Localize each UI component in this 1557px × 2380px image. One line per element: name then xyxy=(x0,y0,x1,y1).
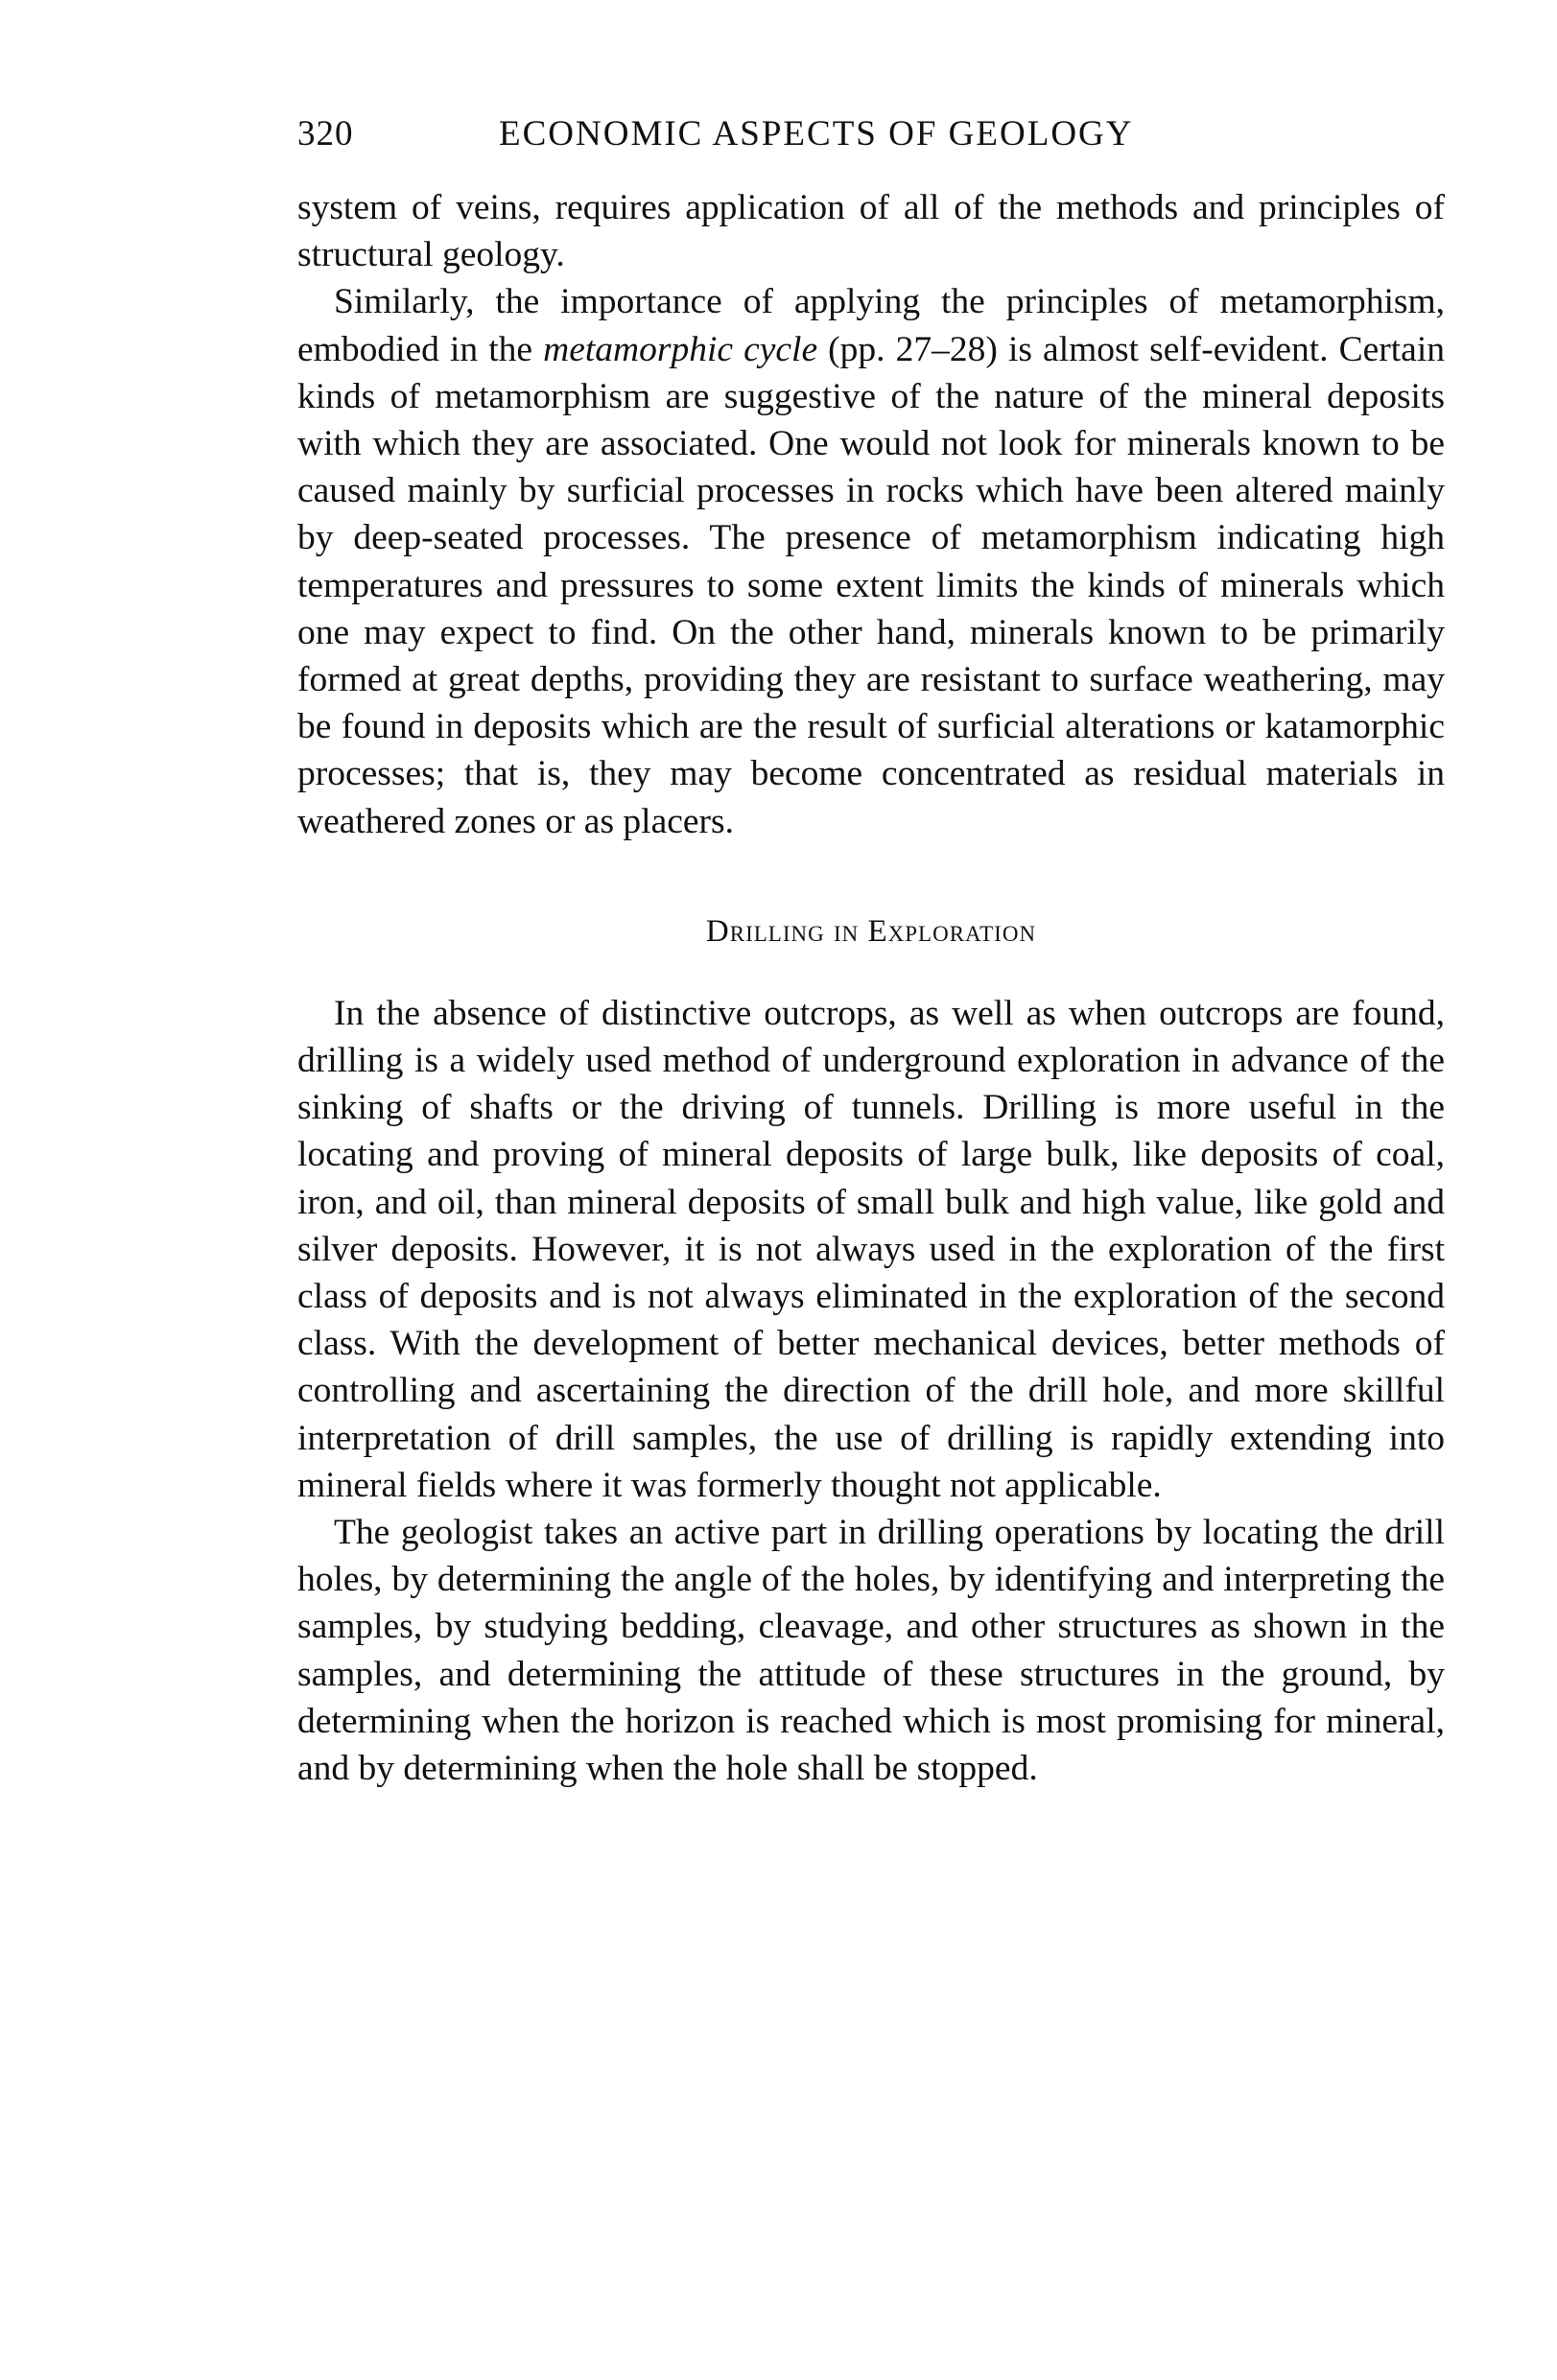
italic-term: metamorphic cycle xyxy=(543,329,818,369)
page-number: 320 xyxy=(297,114,354,153)
paragraph-drilling: In the absence of distinctive outcrops, as well as when outcrops are found, drilling is a widely used method of underground exploration in advance of the sinking of shafts or the driving of tunnels. Drilling is more useful in the locating and proving of mineral deposits of large bulk, like deposits of coal, iron, and oil, than mineral deposits of small bulk and high value, like gold and silver deposits. However, it is not always used in the exploration of the first class of deposits and is not always eliminated in the exploration of the second class. With the development of better mechanical devices, better methods of controlling and ascertaining the direction of the drill hole, and more skillful interpretation of drill samples, the use of drilling is rapidly extending into mineral fields where it was formerly thought not applicable. xyxy=(297,993,1445,1505)
running-head xyxy=(297,113,1445,161)
book-page xyxy=(297,113,1445,1792)
paragraph-text-part: Similarly, the importance of applying the principles of metamorphism, embodied in the xyxy=(297,282,1445,369)
paragraph-geologist-role: The geologist takes an active part in drilling operations by locating the drill holes, by determining the angle of the holes, by identifying and interpreting the samples, by studying bedding, cleavage, and other structures as shown in the samples, and determining the attitude of these structures in the ground, by determining when the horizon is reached which is most promising for mineral, and by determining when the hole shall be stopped. xyxy=(297,1513,1445,1789)
paragraph-continued: system of veins, requires application of all of the methods and principles of structural geology. xyxy=(297,188,1445,275)
section-heading: Drilling in Exploration xyxy=(705,913,1037,949)
body-text xyxy=(297,184,1445,1792)
paragraph-text-part: (pp. 27–28) is almost self-evident. Certain kinds of metamorphism are suggestive of the nature of the mineral deposits with which they are associated. One would not look for minerals known to be caused mainly by surficial processes in rocks which have been altered mainly by deep-seated processes. The presence of metamorphism indicating high temperatures and pressures to some extent limits the kinds of minerals which one may expect to find. On the other hand, minerals known to be primarily formed at great depths, providing they are resistant to surface weathering, may be found in deposits which are the result of surficial alterations or katamorphic processes; that is, they may become concentrated as residual materials in weathered zones or as placers. xyxy=(297,329,1445,841)
running-title: ECONOMIC ASPECTS OF GEOLOGY xyxy=(499,114,1134,153)
paragraph-metamorphism xyxy=(297,278,1445,844)
